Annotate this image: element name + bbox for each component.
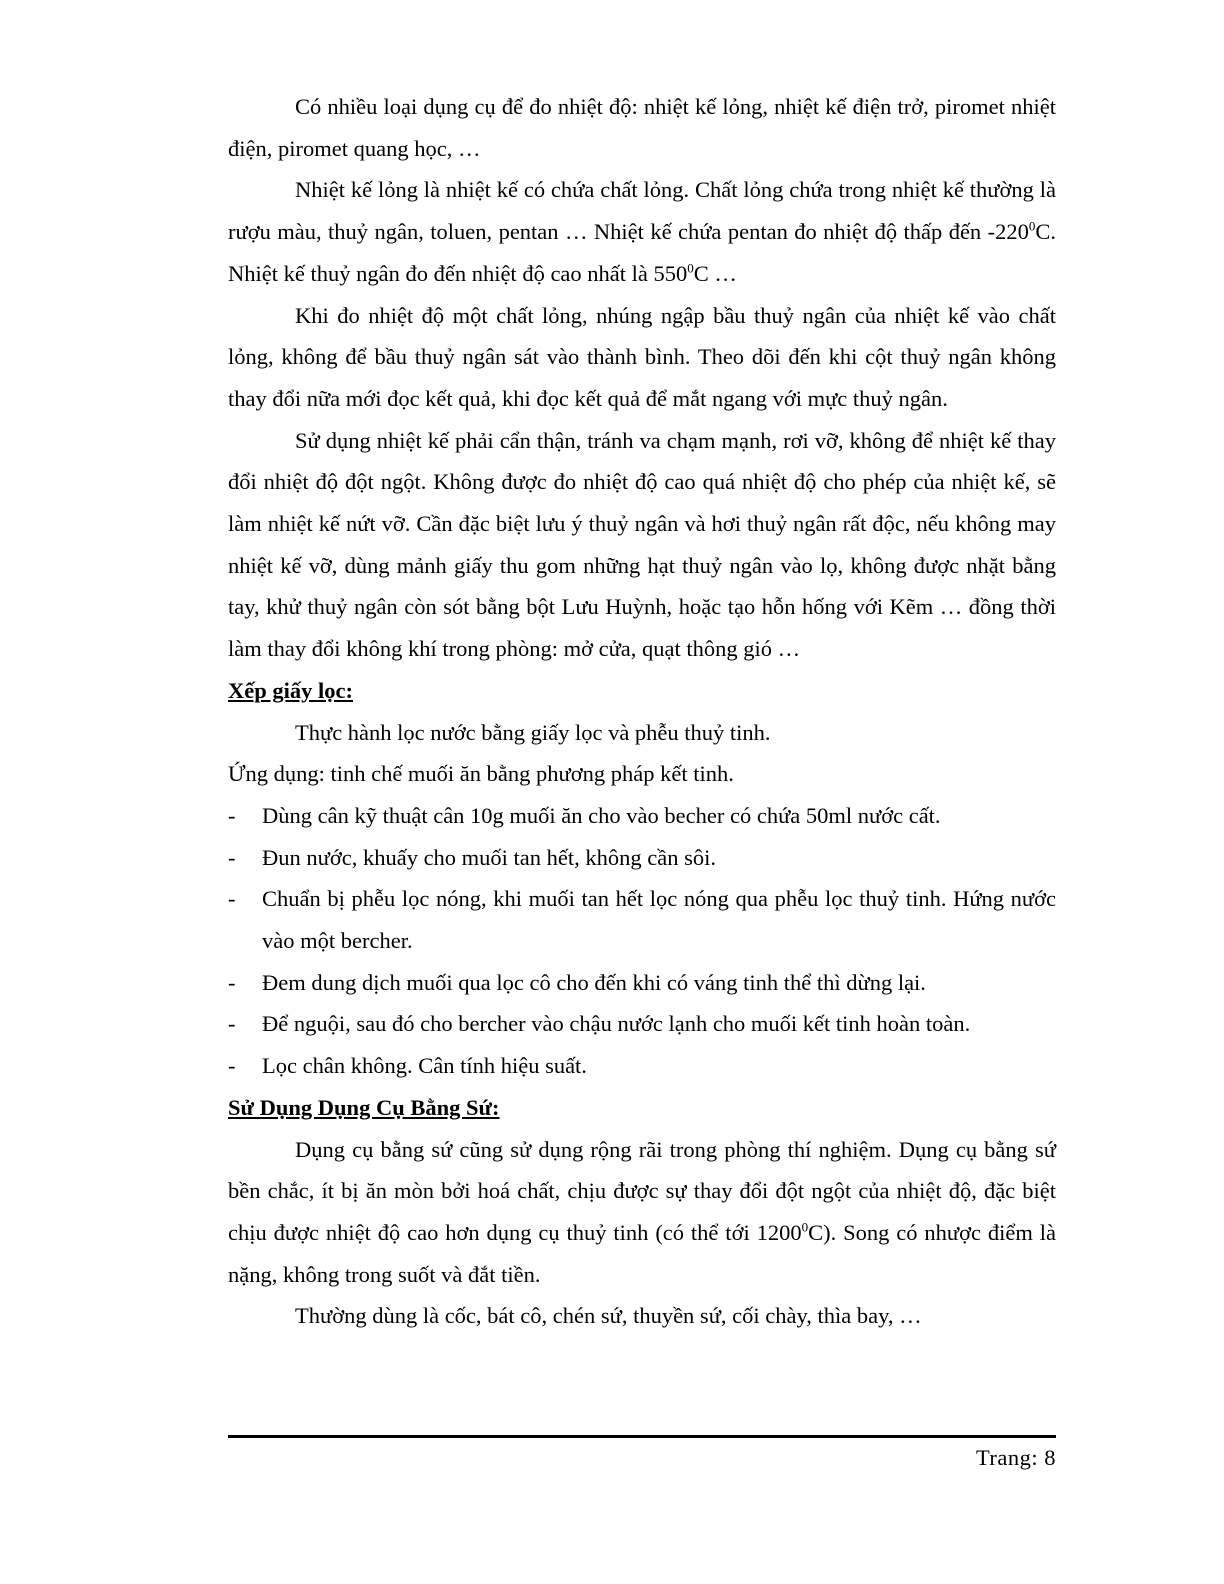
list-item: [228, 962, 1056, 1004]
paragraph-text: C). Song có nhược điểm là nặng, không trong suốt và đắt tiền.: [228, 1219, 1056, 1287]
list-item-text: Lọc chân không. Cân tính hiệu suất.: [262, 1053, 587, 1079]
paragraph-measuring-liquid: Khi đo nhiệt độ một chất lỏng, nhúng ngập bầu thuỷ ngân của nhiệt kế vào chất lỏng, không để bầu thuỷ ngân sát vào thành bình. Theo dõi đến khi cột thuỷ ngân không thay đổi nữa mới đọc kết quả, khi đọc kết quả để mắt ngang với mực thuỷ ngân.: [228, 302, 1056, 411]
paragraph-text: C …: [693, 260, 737, 286]
paragraph-liquid-thermometer: [228, 169, 1056, 294]
section-heading-porcelain: Sử Dụng Dụng Cụ Bằng Sứ:: [228, 1094, 500, 1120]
list-item: [228, 837, 1056, 879]
degree-superscript: 0: [801, 1219, 809, 1235]
footer-divider: [228, 1435, 1056, 1438]
list-bullet: -: [228, 1011, 236, 1037]
section-heading-filter-paper: Xếp giấy lọc:: [228, 677, 353, 703]
list-item-text: Đun nước, khuấy cho muối tan hết, không cần sôi.: [262, 844, 717, 870]
paragraph-filter-practice: Thực hành lọc nước bằng giấy lọc và phễu thuỷ tinh.: [295, 719, 771, 745]
list-bullet: -: [228, 886, 236, 912]
list-item-text: Chuẩn bị phễu lọc nóng, khi muối tan hết lọc nóng qua phễu lọc thuỷ tinh. Hứng nước vào một bercher.: [262, 886, 1056, 954]
list-bullet: -: [228, 1053, 236, 1079]
degree-superscript: 0: [687, 260, 694, 276]
list-item: [228, 1045, 1056, 1087]
paragraph-text: Nhiệt kế lỏng là nhiệt kế có chứa chất lỏng. Chất lỏng chứa trong nhiệt kế thường là rượu màu, thuỷ ngân, toluen, pentan … Nhiệt kế chứa pentan đo nhiệt độ thấp đến -220: [228, 177, 1056, 245]
list-bullet: -: [228, 969, 236, 995]
list-bullet: -: [228, 802, 236, 828]
degree-superscript: 0: [1028, 218, 1036, 234]
paragraph-application: Ứng dụng: tinh chế muối ăn bằng phương pháp kết tinh.: [228, 761, 734, 787]
paragraph-text: Dụng cụ bằng sứ cũng sử dụng rộng rãi trong phòng thí nghiệm. Dụng cụ bằng sứ bền chắc, ít bị ăn mòn bởi hoá chất, chịu được sự thay đổi đột ngột của nhiệt độ, đặc biệt chịu được nhiệt độ cao hơn dụng cụ thuỷ tinh (có thể tới 1200: [228, 1136, 1056, 1245]
paragraph-text: C. Nhiệt kế thuỷ ngân đo đến nhiệt độ cao nhất là 550: [228, 219, 1056, 286]
paragraph-porcelain-properties: [228, 1129, 1056, 1296]
procedure-list: [228, 795, 1056, 1087]
page-content: [228, 86, 1056, 1337]
paragraph-thermometer-types: Có nhiều loại dụng cụ để đo nhiệt độ: nhiệt kế lỏng, nhiệt kế điện trở, piromet nhiệt điện, piromet quang học, …: [228, 94, 1056, 161]
list-item-text: Đem dung dịch muối qua lọc cô cho đến khi có váng tinh thể thì dừng lại.: [262, 969, 926, 995]
list-item-text: Để nguội, sau đó cho bercher vào chậu nước lạnh cho muối kết tinh hoàn toàn.: [262, 1011, 971, 1037]
page-number: Trang: 8: [975, 1445, 1056, 1470]
list-item-text: Dùng cân kỹ thuật cân 10g muối ăn cho vào becher có chứa 50ml nước cất.: [262, 802, 941, 828]
list-item: [228, 1003, 1056, 1045]
list-item: [228, 795, 1056, 837]
list-item: [228, 878, 1056, 961]
paragraph-safety: Sử dụng nhiệt kế phải cẩn thận, tránh va chạm mạnh, rơi vỡ, không để nhiệt kế thay đổi nhiệt độ đột ngột. Không được đo nhiệt độ cao quá nhiệt độ cho phép của nhiệt kế, sẽ làm nhiệt kế nứt vỡ. Cần đặc biệt lưu ý thuỷ ngân và hơi thuỷ ngân rất độc, nếu không may nhiệt kế vỡ, dùng mảnh giấy thu gom những hạt thuỷ ngân vào lọ, không được nhặt bằng tay, khử thuỷ ngân còn sót bằng bột Lưu Huỳnh, hoặc tạo hỗn hống với Kẽm … đồng thời làm thay đổi không khí trong phòng: mở cửa, quạt thông gió …: [228, 427, 1056, 662]
list-bullet: -: [228, 844, 236, 870]
paragraph-porcelain-items: Thường dùng là cốc, bát cô, chén sứ, thuyền sứ, cối chày, thìa bay, …: [295, 1303, 922, 1329]
